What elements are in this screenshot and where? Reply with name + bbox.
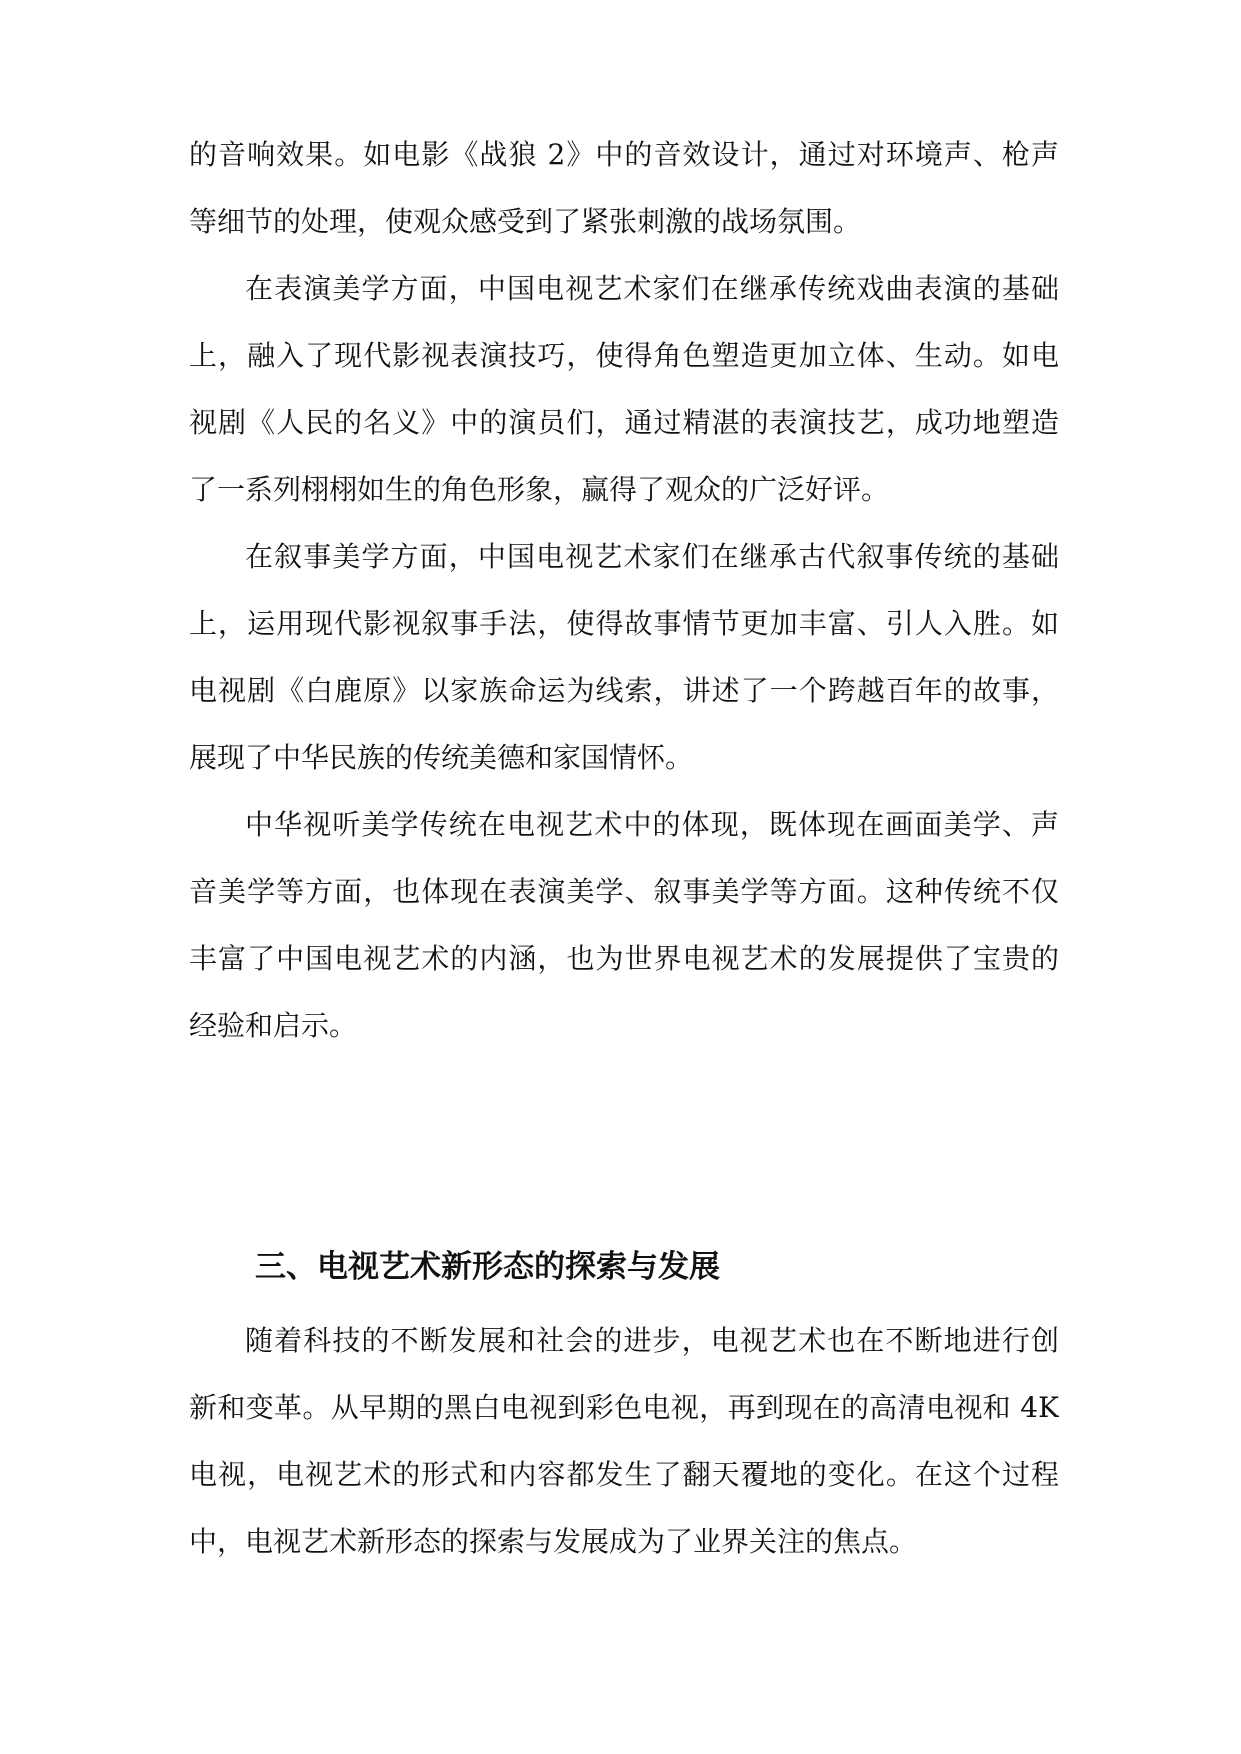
- paragraph-line: 中华视听美学传统在电视艺术中的体现，既体现在画面美学、声: [245, 808, 1059, 841]
- paragraph-line: 视剧《人民的名义》中的演员们，通过精湛的表演技艺，成功地塑造: [189, 406, 1059, 439]
- paragraph-line: 电视，电视艺术的形式和内容都发生了翻天覆地的变化。在这个过程: [189, 1458, 1059, 1491]
- paragraph-line: 随着科技的不断发展和社会的进步，电视艺术也在不断地进行创: [245, 1324, 1059, 1357]
- paragraph-line: 新和变革。从早期的黑白电视到彩色电视，再到现在的高清电视和 4K: [189, 1391, 1059, 1424]
- section-heading: 三、电视艺术新形态的探索与发展: [255, 1249, 720, 1285]
- paragraph-line: 在叙事美学方面，中国电视艺术家们在继承古代叙事传统的基础: [245, 540, 1059, 573]
- paragraph-line: 中，电视艺术新形态的探索与发展成为了业界关注的焦点。: [189, 1525, 918, 1558]
- paragraph-line: 了一系列栩栩如生的角色形象，赢得了观众的广泛好评。: [189, 473, 890, 506]
- paragraph-line: 上，运用现代影视叙事手法，使得故事情节更加丰富、引人入胜。如: [189, 607, 1059, 640]
- paragraph-line: 展现了中华民族的传统美德和家国情怀。: [189, 741, 694, 774]
- paragraph-line: 丰富了中国电视艺术的内涵，也为世界电视艺术的发展提供了宝贵的: [189, 942, 1059, 975]
- paragraph-line: 的音响效果。如电影《战狼 2》中的音效设计，通过对环境声、枪声: [189, 138, 1059, 171]
- paragraph-line: 在表演美学方面，中国电视艺术家们在继承传统戏曲表演的基础: [245, 272, 1059, 305]
- paragraph-line: 经验和启示。: [189, 1009, 358, 1042]
- paragraph-line: 上，融入了现代影视表演技巧，使得角色塑造更加立体、生动。如电: [189, 339, 1059, 372]
- paragraph-line: 等细节的处理，使观众感受到了紧张刺激的战场氛围。: [189, 205, 862, 238]
- paragraph-line: 音美学等方面，也体现在表演美学、叙事美学等方面。这种传统不仅: [189, 875, 1059, 908]
- paragraph-line: 电视剧《白鹿原》以家族命运为线索，讲述了一个跨越百年的故事，: [189, 674, 1059, 707]
